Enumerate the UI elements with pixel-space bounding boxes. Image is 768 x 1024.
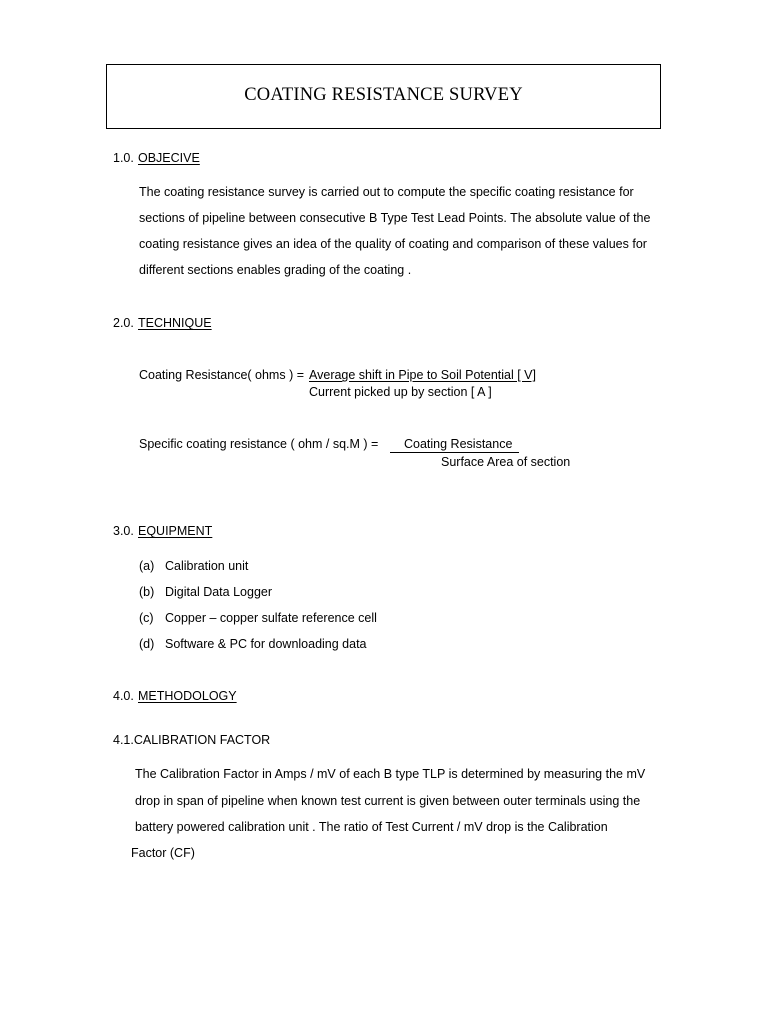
formula-coating-resistance-lhs: Coating Resistance( ohms ) = (139, 368, 305, 382)
paragraph-line: sections of pipeline between consecutive B Type Test Lead Points. The absolute value of the (139, 211, 651, 225)
section-title: EQUIPMENT (138, 524, 213, 538)
paragraph-line: different sections enables grading of the coating . (139, 263, 412, 277)
paragraph-line: coating resistance gives an idea of the quality of coating and comparison of these values for (139, 237, 647, 251)
formula-specific-resistance-denominator: Surface Area of section (441, 455, 571, 469)
title-box (106, 64, 661, 129)
paragraph-line: The Calibration Factor in Amps / mV of each B type TLP is determined by measuring the mV (135, 767, 646, 781)
formula-coating-resistance-denominator: Current picked up by section [ A ] (309, 385, 492, 399)
list-marker: (d) (139, 637, 155, 651)
equipment-item (139, 559, 248, 573)
section-number: 3.0. (113, 524, 134, 538)
section-title: METHODOLOGY (138, 689, 237, 703)
equipment-item (139, 611, 377, 625)
equipment-item (139, 585, 272, 599)
subsection-heading: 4.1.CALIBRATION FACTOR (113, 733, 271, 747)
section-equipment-heading (113, 524, 212, 538)
formula-specific-resistance-lhs: Specific coating resistance ( ohm / sq.M ) = (139, 437, 379, 451)
paragraph-line: drop in span of pipeline when known test current is given between outer terminals using the (135, 794, 641, 808)
section-title: OBJECIVE (138, 151, 200, 165)
list-marker: (b) (139, 585, 155, 599)
list-item-text: Calibration unit (165, 559, 249, 573)
paragraph-line: The coating resistance survey is carried out to compute the specific coating resistance for (139, 185, 634, 199)
formula-coating-resistance-numerator: Average shift in Pipe to Soil Potential [ V] (309, 368, 536, 382)
section-objective-heading (113, 151, 200, 165)
section-title: TECHNIQUE (138, 316, 212, 330)
list-marker: (c) (139, 611, 154, 625)
list-item-text: Digital Data Logger (165, 585, 273, 599)
formula-specific-resistance-numerator: Coating Resistance (404, 437, 513, 451)
paragraph-line: battery powered calibration unit . The ratio of Test Current / mV drop is the Calibration (135, 820, 608, 834)
list-item-text: Software & PC for downloading data (165, 637, 367, 651)
section-technique-heading (113, 316, 212, 330)
section-number: 1.0. (113, 151, 134, 165)
list-item-text: Copper – copper sulfate reference cell (165, 611, 377, 625)
equipment-item (139, 637, 367, 651)
section-number: 2.0. (113, 316, 134, 330)
paragraph-line: Factor (CF) (131, 846, 195, 860)
document-title: COATING RESISTANCE SURVEY (244, 85, 523, 105)
section-number: 4.0. (113, 689, 134, 703)
section-methodology-heading (113, 689, 237, 703)
list-marker: (a) (139, 559, 155, 573)
